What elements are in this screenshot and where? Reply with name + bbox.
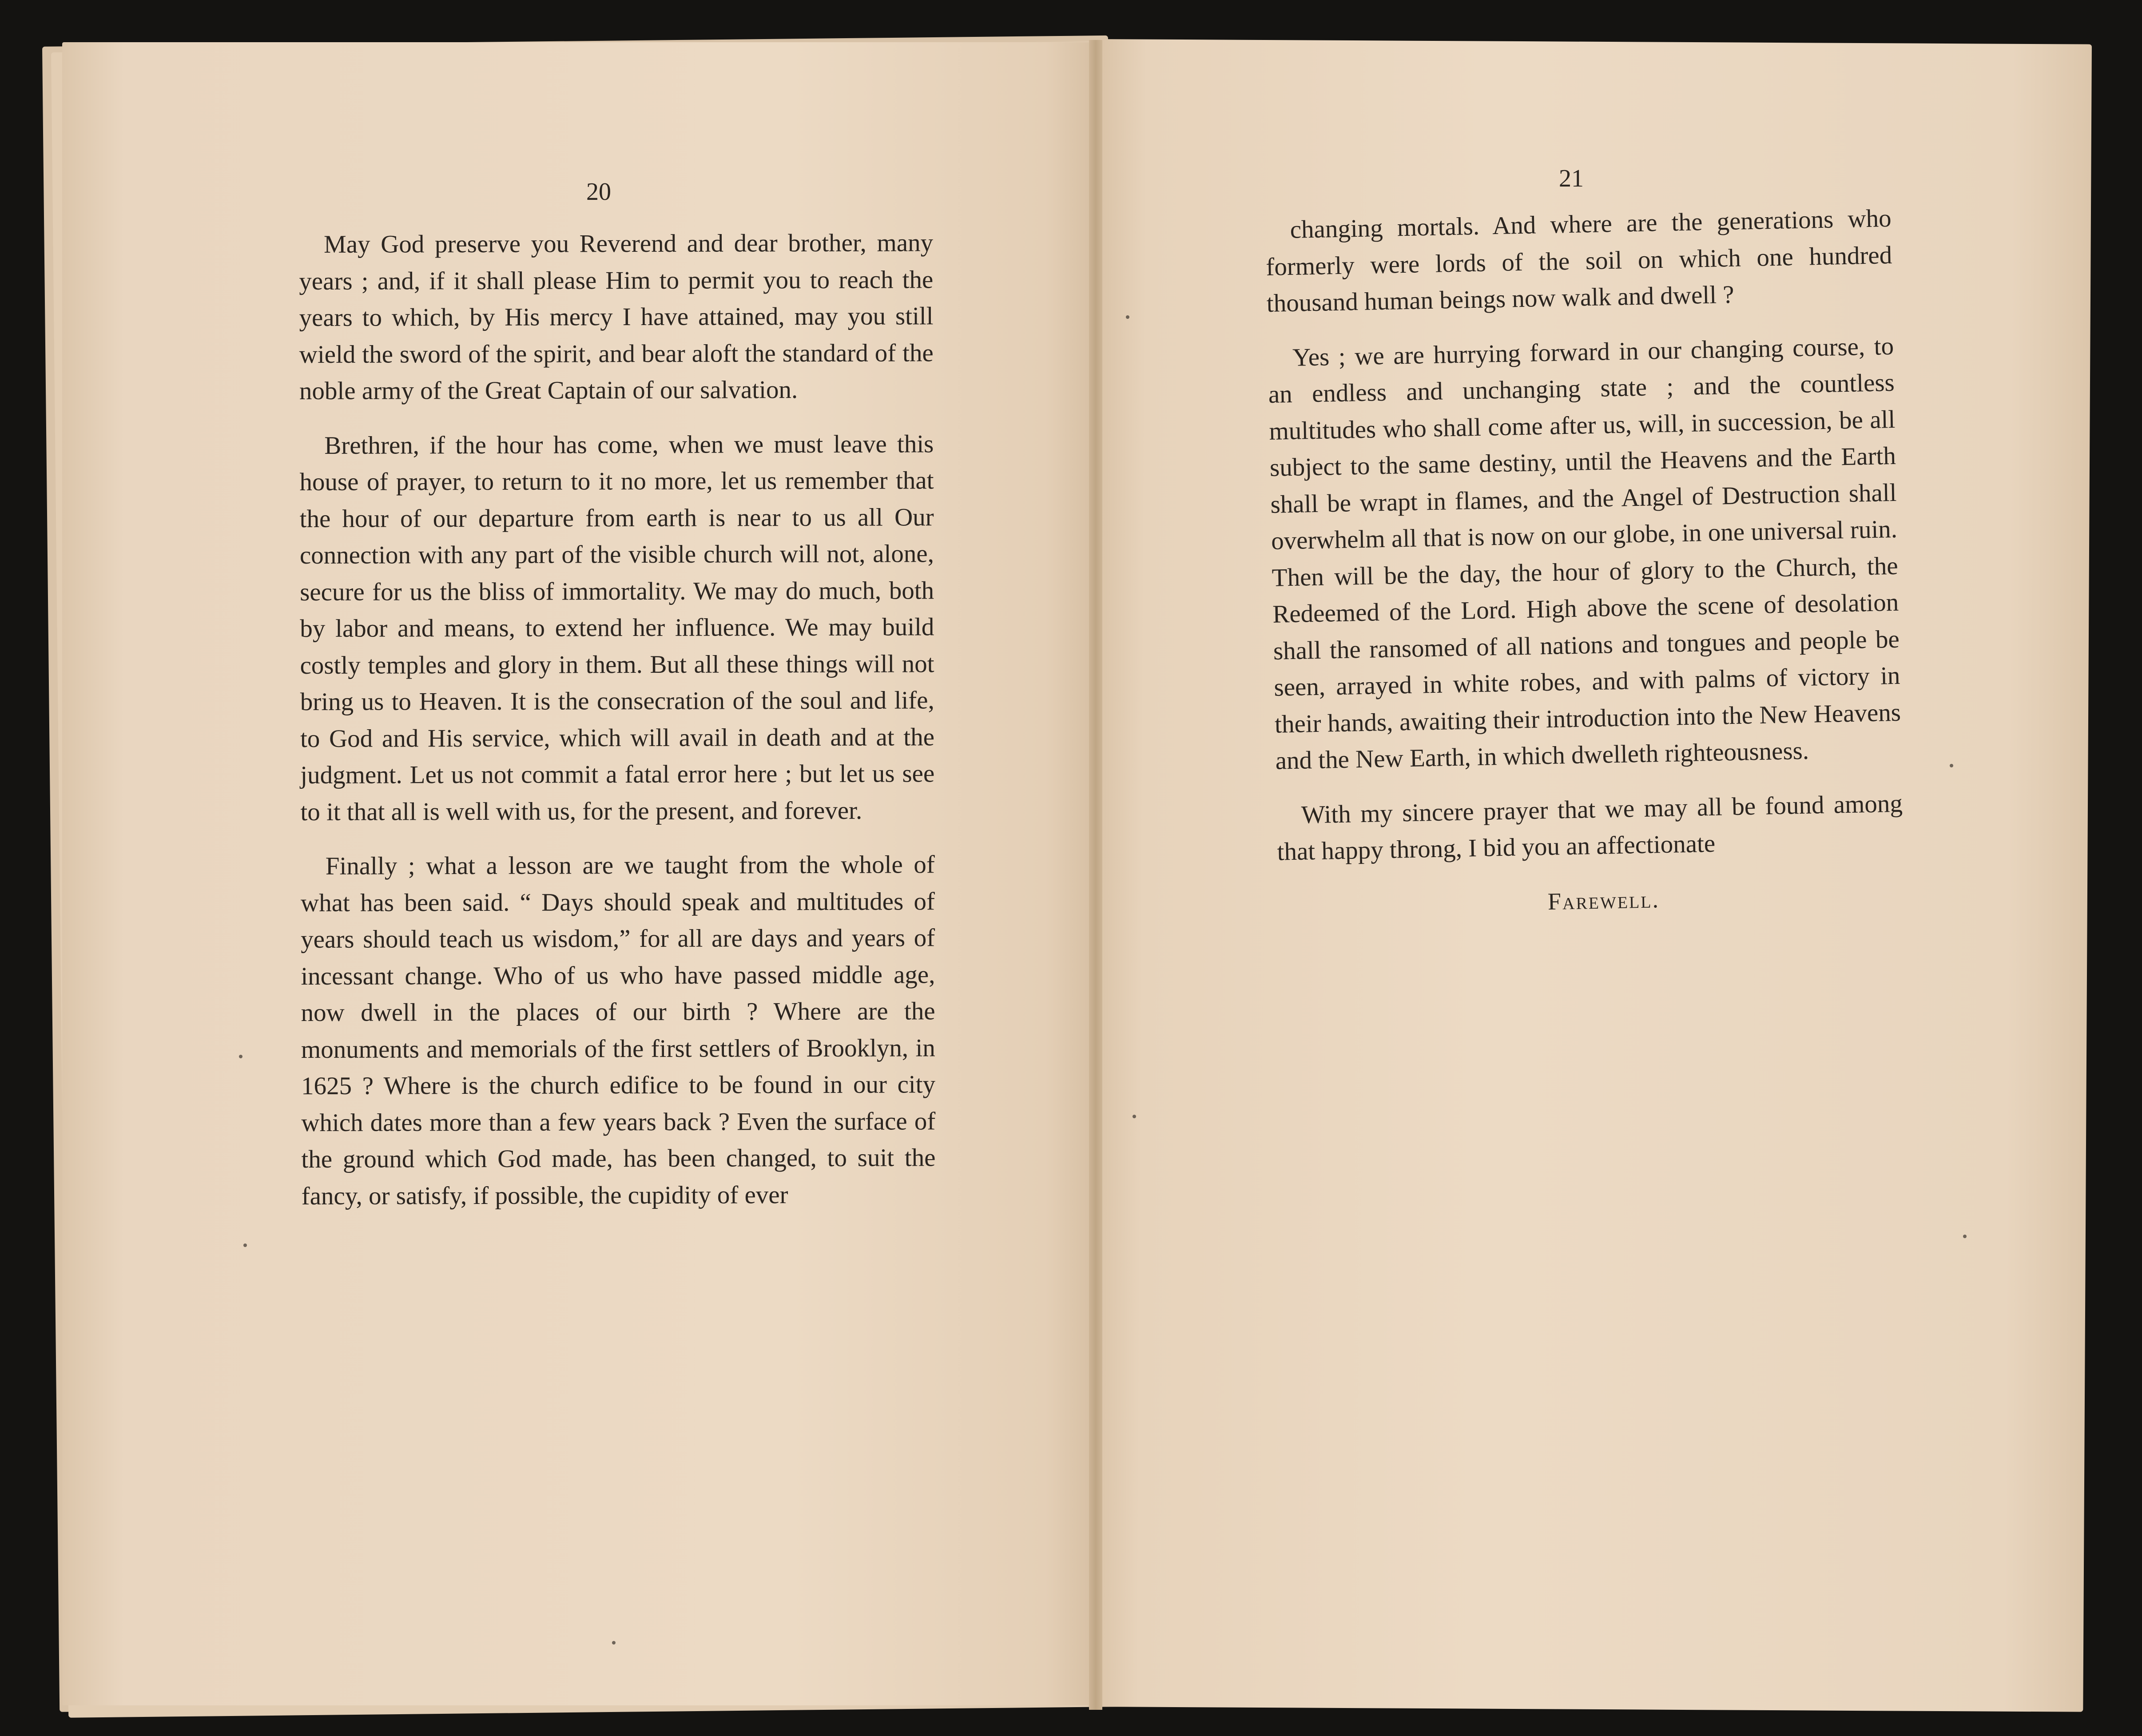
paper-speck [1963,1235,1967,1238]
paper-speck [1133,1115,1136,1118]
paper-speck [612,1641,616,1645]
paragraph: changing mortals. And where are the generations who formerly were lords of the soil on which one hundred thousand human beings now walk and dwell ? [1265,204,1892,318]
book-gutter [1089,40,1102,1710]
paragraph: Brethren, if the hour has come, when we must leave this house of prayer, to return to it no more, let us remember that the hour of our departure from earth is near to us all Our connection with any part of the visible church will not, alone, secure for us the bliss of immortality. We may do much, both by labor and means, to extend her influence. We may build costly temples and glory in them. But all these things will not bring us to Heaven. It is the consecration of the soul and life, to God and His service, which will avail in death and at the judgment. Let us not commit a fatal error here ; but let us see to it that all is well with us, for the present, and forever. [299,429,935,826]
left-page-text [299,225,936,1232]
paper-speck [1126,315,1129,319]
paragraph: Yes ; we are hurrying forward in our changing course, to an endless and unchanging state ; and the countless multitudes who shall come after us, will, in succession, be all subject to the same destiny, until the Heavens and the Earth shall be wrapt in flames, and the Angel of Destruction shall overwhelm all that is now on our globe, in one universal ruin. Then will be the day, the hour of glory to the Church, the Redeemed of the Lord. High above the scene of desolation shall the ransomed of all nations and tongues and people be seen, arrayed in white robes, and with palms of victory in their hands, awaiting their introduction into the New Heavens and the New Earth, in which dwelleth righteousness. [1268,332,1901,775]
page-number-right: 21 [1559,165,1584,192]
page-number-left: 20 [586,178,611,206]
paragraph: Finally ; what a lesson are we taught from the whole of what has been said. “ Days should speak and multitudes of years should teach us wisdom,” for all are days and years of incessant change. Who of us who have passed middle age, now dwell in the places of our birth ? Where are the monuments and memorials of the first settlers of Brooklyn, in 1625 ? Where is the church edifice to be found in our city which dates more than a few years back ? Even the surface of the ground which God made, has been changed, to suit the fancy, or satisfy, if possible, the cupidity of ever [300,850,936,1210]
right-page-text [1265,200,1905,943]
paragraph: May God preserve you Reverend and dear brother, many years ; and, if it shall please Him to permit you to reach the years to which, by His mercy I have attained, may you still wield the sword of the spirit, and bear aloft the standard of the noble army of the Great Captain of our salvation. [299,229,934,405]
closing-farewell: Farewell. [1547,886,1660,915]
paper-speck [1950,764,1953,767]
paragraph: With my sincere prayer that we may all be found among that happy throng, I bid you an affectionate [1277,789,1903,866]
paper-speck [239,1055,242,1058]
paper-speck [243,1243,247,1247]
